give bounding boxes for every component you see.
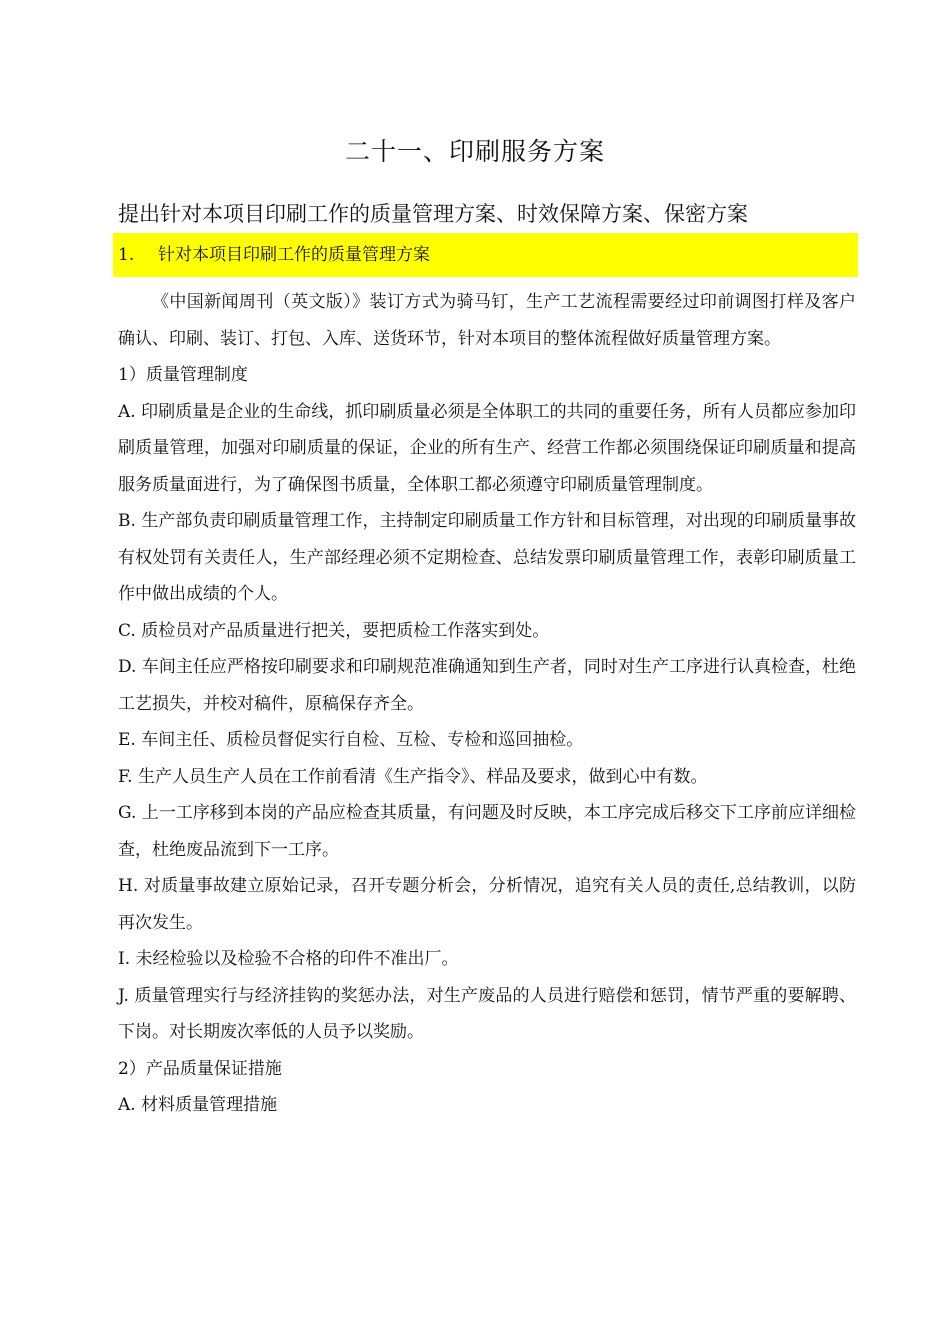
paragraph-g: G. 上一工序移到本岗的产品应检查其质量，有问题及时反映，本工序完成后移交下工序前应详细检查，杜绝废品流到下一工序。 [118,803,856,860]
body-text [118,284,856,1124]
paragraph-f: F. 生产人员生产人员在工作前看清《生产指令》、样品及要求，做到心中有数。 [118,766,708,787]
subheading-material-quality: A. 材料质量管理措施 [118,1095,278,1115]
paragraph-i: I. 未经检验以及检验不合格的印件不准出厂。 [118,949,459,969]
numbered-heading [118,240,430,270]
heading-number: 1. [118,245,135,265]
paragraph-j: J. 质量管理实行与经济挂钩的奖惩办法，对生产废品的人员进行赔偿和惩罚，情节严重的要解聘、下岗。对长期废次率低的人员予以奖励。 [118,985,856,1042]
section-heading: 提出针对本项目印刷工作的质量管理方案、时效保障方案、保密方案 [118,202,748,226]
heading-label: 针对本项目印刷工作的质量管理方案 [158,245,430,265]
subheading-product-quality: 2）产品质量保证措施 [118,1058,282,1079]
paragraph-b: B. 生产部负责印刷质量管理工作，主持制定印刷质量工作方针和目标管理，对出现的印刷质量事故有权处罚有关责任人，生产部经理必须不定期检查、总结发票印刷质量管理工作，表彰印刷质量工作中做出成绩的个人。 [118,511,856,604]
paragraph-d: D. 车间主任应严格按印刷要求和印刷规范准确通知到生产者，同时对生产工序进行认真检查，杜绝工艺损失，并校对稿件，原稿保存齐全。 [118,657,856,714]
paragraph-h: H. 对质量事故建立原始记录，召开专题分析会，分析情况，追究有关人员的责任,总结教训，以防再次发生。 [118,876,856,933]
page-title: 二十一、印刷服务方案 [344,137,605,166]
paragraph-c: C. 质检员对产品质量进行把关，要把质检工作落实到处。 [118,620,550,641]
subheading-quality-system: 1）质量管理制度 [118,365,248,385]
paragraph-a: A. 印刷质量是企业的生命线，抓印刷质量必须是全体职工的共同的重要任务，所有人员都应参加印刷质量管理，加强对印刷质量的保证，企业的所有生产、经营工作都必须围绕保证印刷质量和提高服务质量面进行，为了确保图书质量，全体职工都必须遵守印刷质量管理制度。 [118,401,856,495]
paragraph-e: E. 车间主任、质检员督促实行自检、互检、专检和巡回抽检。 [118,730,584,750]
intro-paragraph: 《中国新闻周刊（英文版）》装订方式为骑马钉，生产工艺流程需要经过印前调图打样及客户确认、印刷、装订、打包、入库、送货环节，针对本项目的整体流程做好质量管理方案。 [118,292,856,349]
